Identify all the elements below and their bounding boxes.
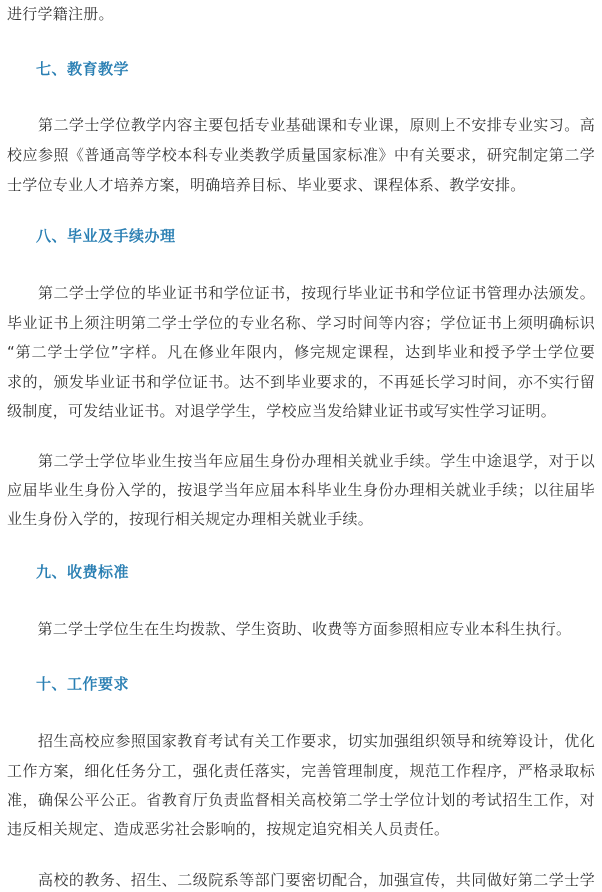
paragraph-line: 业生身份入学的，按现行相关规定办理相关就业手续。 [7, 510, 374, 528]
paragraph-line: 违反相关规定、造成恶劣社会影响的，按规定追究相关人员责任。 [7, 820, 450, 838]
section-heading: 七、教育教学 [36, 60, 130, 78]
paragraph-line: 校应参照《普通高等学校本科专业类教学质量国家标准》中有关要求，研究制定第二学 [7, 146, 595, 164]
section-heading: 八、毕业及手续办理 [36, 227, 176, 245]
section-heading: 十、工作要求 [36, 675, 130, 693]
paragraph-line: 招生高校应参照国家教育考试有关工作要求，切实加强组织领导和统筹设计，优化 [7, 732, 595, 750]
paragraph-line: 准，确保公平公正。省教育厅负责监督相关高校第二学士学位计划的考试招生工作，对 [7, 791, 595, 809]
paragraph-line: 第二学士学位教学内容主要包括专业基础课和专业课，原则上不安排专业实习。高 [7, 116, 595, 134]
paragraph-line: 应届毕业生身份入学的，按退学当年应届本科毕业生身份办理相关就业手续；以往届毕 [7, 481, 595, 499]
paragraph-line: 士学位专业人才培养方案，明确培养目标、毕业要求、课程体系、教学安排。 [7, 176, 526, 194]
paragraph-line: 求的，颁发毕业证书和学位证书。达不到毕业要求的，不再延长学习时间，亦不实行留 [7, 373, 595, 391]
paragraph-line: 高校的教务、招生、二级院系等部门要密切配合，加强宣传，共同做好第二学士学 [7, 871, 595, 889]
paragraph-line: 第二学士学位的毕业证书和学位证书，按现行毕业证书和学位证书管理办法颁发。 [7, 284, 595, 302]
section-heading: 九、收费标准 [36, 563, 130, 581]
paragraph-line: 工作方案，细化任务分工，强化责任落实，完善管理制度，规范工作程序，严格录取标 [7, 762, 595, 780]
paragraph-line: 毕业证书上须注明第二学士学位的专业名称、学习时间等内容；学位证书上须明确标识 [7, 314, 595, 332]
paragraph-line: 第二学士学位毕业生按当年应届生身份办理相关就业手续。学生中途退学，对于以 [7, 452, 595, 470]
paragraph-line: 第二学士学位生在生均拨款、学生资助、收费等方面参照相应专业本科生执行。 [7, 620, 572, 638]
paragraph-line: “第二学士学位”字样。凡在修业年限内，修完规定课程，达到毕业和授予学士学位要 [7, 343, 595, 361]
paragraph-line: 级制度，可发结业证书。对退学学生，学校应当发给肄业证书或写实性学习证明。 [7, 402, 557, 420]
paragraph-line: 进行学籍注册。 [7, 5, 114, 23]
